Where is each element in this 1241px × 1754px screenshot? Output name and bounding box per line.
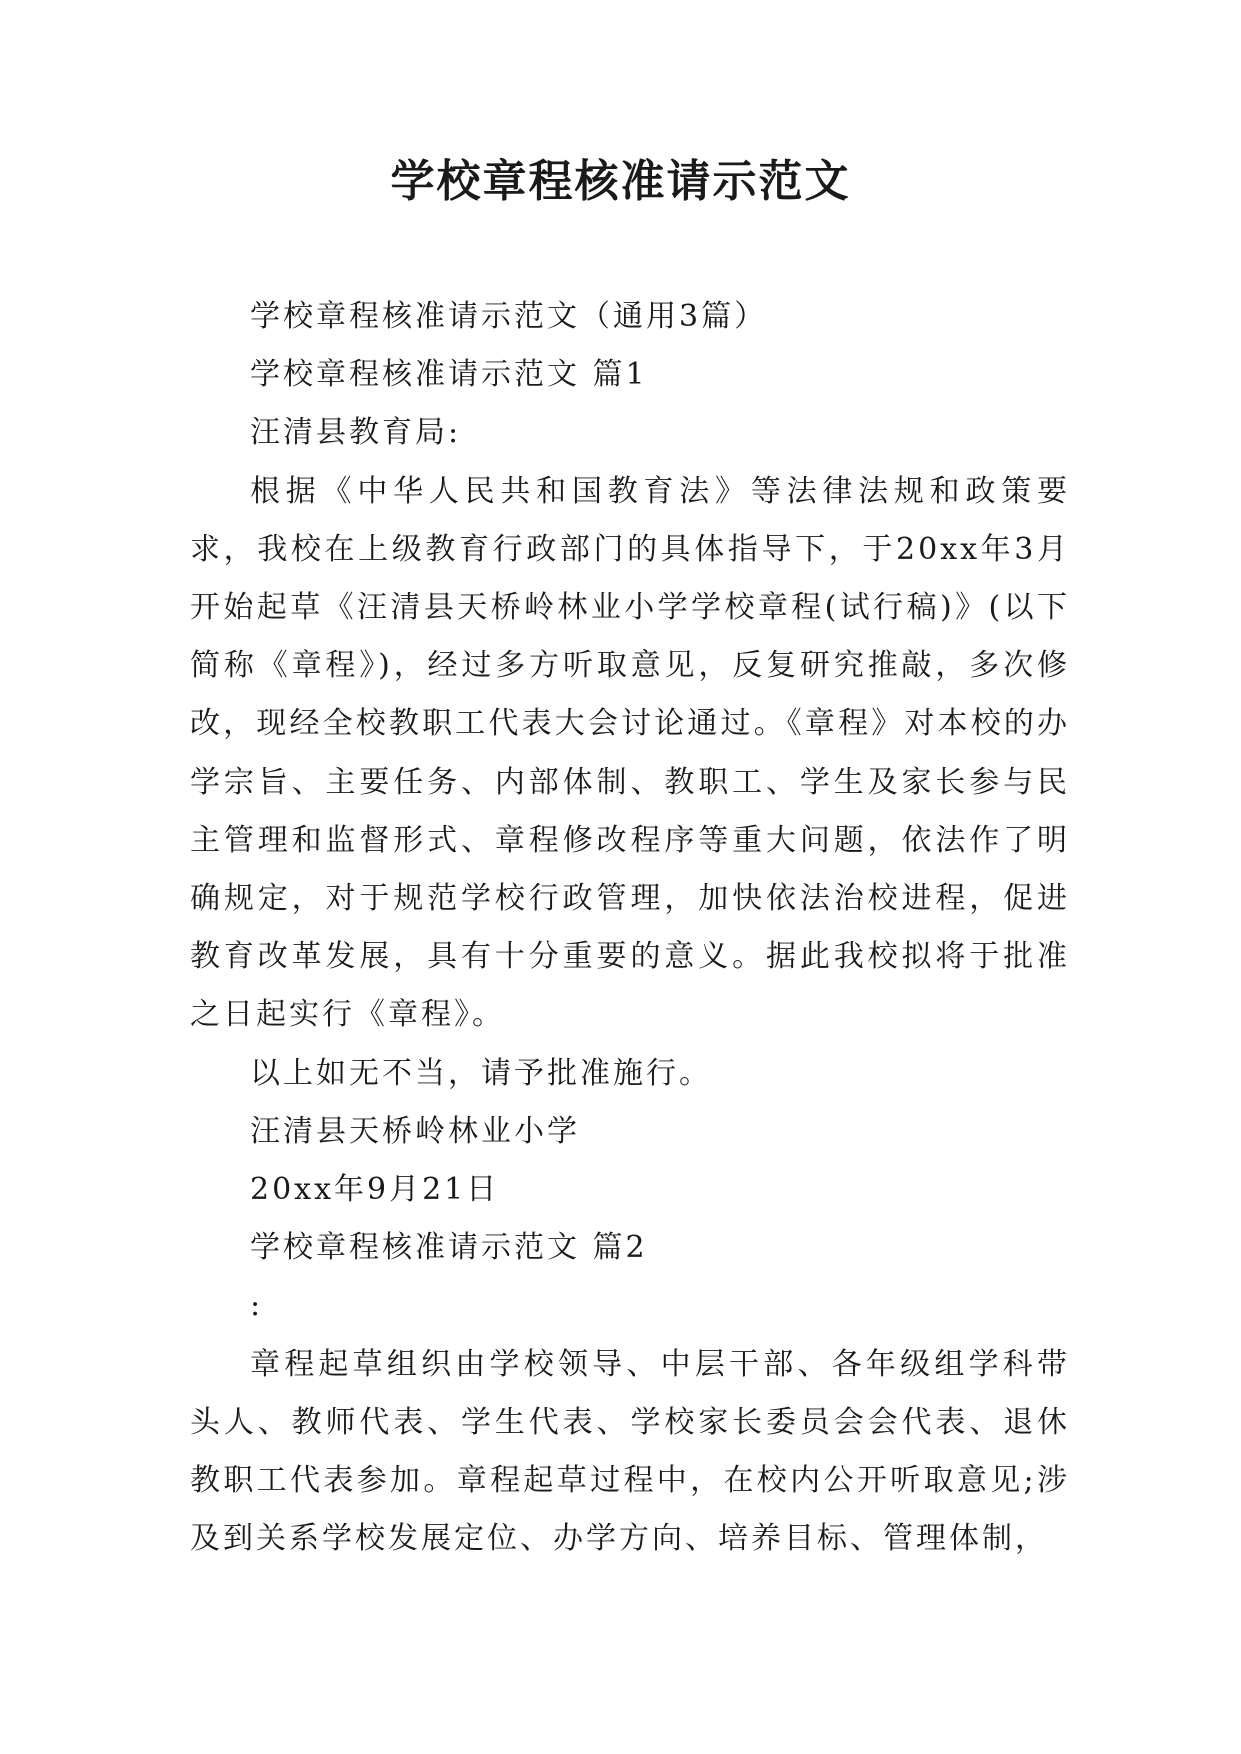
section-heading-1: 学校章程核准请示范文 篇1	[250, 357, 648, 393]
section-heading-2: 学校章程核准请示范文 篇2	[250, 1230, 648, 1266]
addressee-line-2: :	[250, 1288, 264, 1324]
document-body	[190, 288, 1070, 1568]
body-paragraph: 根据《中华人民共和国教育法》等法律法规和政策要求，我校在上级教育行政部门的具体指导下，于20xx年3月开始起草《汪清县天桥岭林业小学学校章程(试行稿)》(以下简称《章程》)，经过多方听取意见，反复研究推敲，多次修改，现经全校教职工代表大会讨论通过。《章程》对本校的办学宗旨、主要任务、内部体制、教职工、学生及家长参与民主管理和监督形式、章程修改程序等重大问题，依法作了明确规定，对于规范学校行政管理，加快依法治校进程，促进教育改革发展，具有十分重要的意义。据此我校拟将于批准之日起实行《章程》。	[190, 473, 1070, 1033]
signature-date: 20xx年9月21日	[250, 1172, 500, 1208]
closing-request: 以上如无不当，请予批准施行。	[250, 1055, 712, 1091]
subtitle-line: 学校章程核准请示范文（通用3篇）	[250, 299, 768, 334]
signature-school: 汪清县天桥岭林业小学	[250, 1113, 580, 1149]
document-title: 学校章程核准请示范文	[390, 156, 851, 207]
body-paragraph-2: 章程起草组织由学校领导、中层干部、各年级组学科带头人、教师代表、学生代表、学校家长委员会会代表、退休教职工代表参加。章程起草过程中，在校内公开听取意见;涉及到关系学校发展定位、办学方向、培养目标、管理体制，	[190, 1346, 1070, 1557]
addressee-line: 汪清县教育局:	[250, 415, 462, 451]
